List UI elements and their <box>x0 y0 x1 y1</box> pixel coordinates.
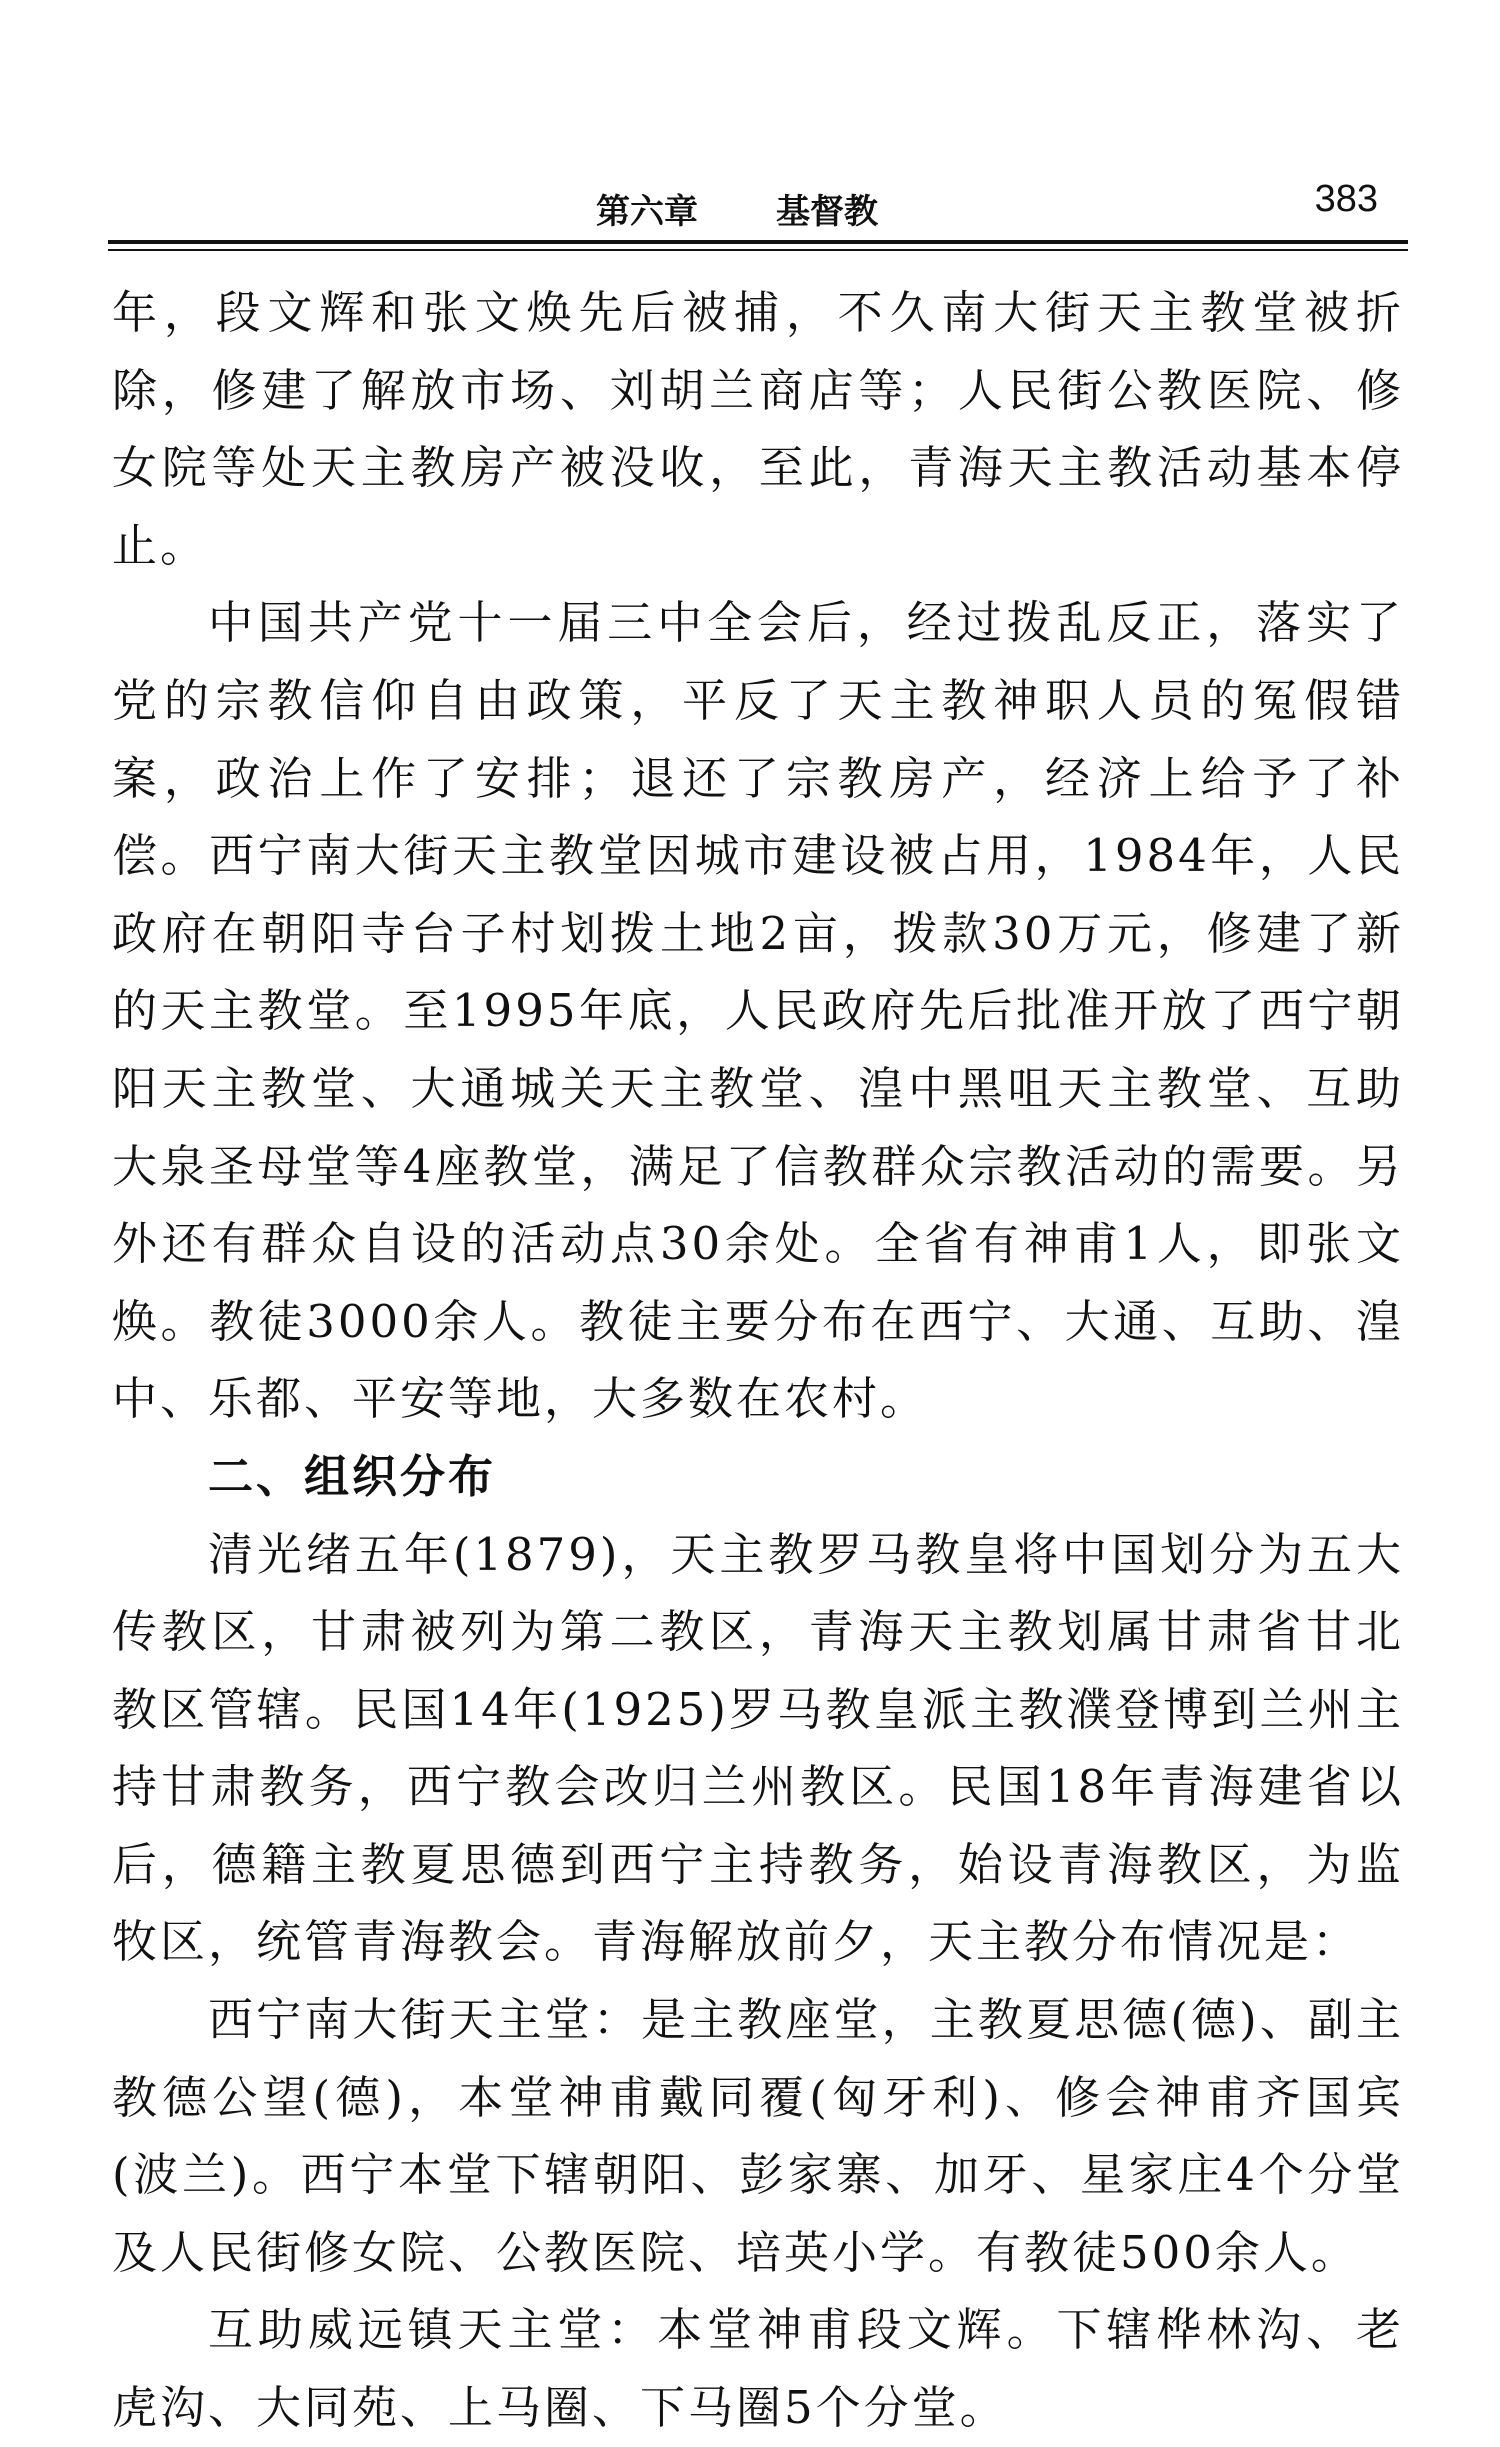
paragraph: 中国共产党十一届三中全会后，经过拨乱反正，落实了党的宗教信仰自由政策，平反了天主教神职人员的冤假错案，政治上作了安排；退还了宗教房产，经济上给予了补偿。西宁南大街天主教堂因城市建设被占用，1984年，人民政府在朝阳寺台子村划拨土地2亩，拨款30万元，修建了新的天主教堂。至1995年底，人民政府先后批准开放了西宁朝阳天主教堂、大通城关天主教堂、湟中黑咀天主教堂、互助大泉圣母堂等4座教堂，满足了信教群众宗教活动的需要。另外还有群众自设的活动点30余处。全省有神甫1人，即张文焕。教徒3000余人。教徒主要分布在西宁、大通、互助、湟中、乐都、平安等地，大多数在农村。 <box>112 596 1404 1426</box>
section-heading: 二、组织分布 <box>208 1449 497 1503</box>
page-number: 383 <box>1314 178 1378 220</box>
header-rule-thick <box>108 240 1408 244</box>
paragraph: 西宁南大街天主堂：是主教座堂，主教夏思德(德)、副主教德公望(德)，本堂神甫戴同覆(匈牙利)、修会神甫齐国宾(波兰)。西宁本堂下辖朝阳、彭家寨、加牙、星家庄4个分堂及人民街修女院、公教医院、培英小学。有教徒500余人。 <box>112 1993 1404 2279</box>
paragraph-continued: 年，段文辉和张文焕先后被捕，不久南大街天主教堂被折除，修建了解放市场、刘胡兰商店等；人民街公教医院、修女院等处天主教房产被没收，至此，青海天主教活动基本停止。 <box>112 286 1404 572</box>
chapter-label: 第六章 <box>596 192 698 232</box>
section-title: 基督教 <box>776 192 878 232</box>
paragraph: 互助威远镇天主堂：本堂神甫段文辉。下辖桦林沟、老虎沟、大同苑、上马圈、下马圈5个分堂。 <box>112 2303 1404 2435</box>
running-header <box>108 176 1408 232</box>
body-text <box>112 274 1404 2447</box>
paragraph: 清光绪五年(1879)，天主教罗马教皇将中国划分为五大传教区，甘肃被列为第二教区，青海天主教划属甘肃省甘北教区管辖。民国14年(1925)罗马教皇派主教濮登博到兰州主持甘肃教务，西宁教会改归兰州教区。民国18年青海建省以后，德籍主教夏思德到西宁主持教务，始设青海教区，为监牧区，统管青海教会。青海解放前夕，天主教分布情况是： <box>112 1527 1404 1969</box>
header-rule-thin <box>108 249 1408 251</box>
